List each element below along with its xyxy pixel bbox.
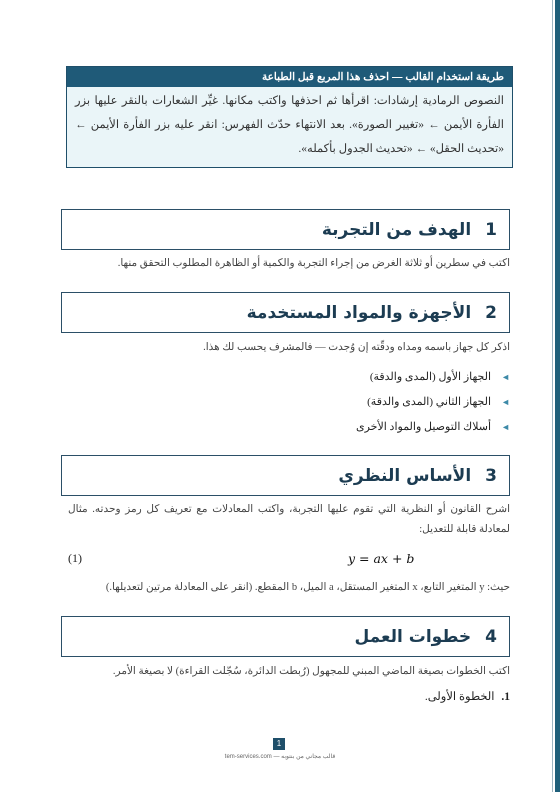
bullet-arrow-icon: ◄ [501,422,510,432]
bullet-arrow-icon: ◄ [501,397,510,407]
section-title: خطوات العمل [354,626,472,647]
equation-row [68,551,510,571]
list-item [68,368,510,393]
section-number: 1 [485,219,497,240]
section-title: الأجهزة والمواد المستخدمة [246,302,472,323]
apparatus-list [68,368,510,443]
equation-number: (1) [68,551,82,565]
list-item [68,393,510,418]
section-heading-objective [61,209,510,250]
list-item-text: الجهاز الأول (المدى والدقة) [369,371,492,383]
instruction-box-body: النصوص الرمادية إرشادات: اقرأها ثم احذفها واكتب مكانها. غيِّر الشعارات بالنقر عليها بزر الفأرة الأيمن ← «تغيير الصورة». بعد الانتهاء حدّث الفهرس: انقر عليه بزر الفأرة الأيمن ← «تحديث الحقل» ← «تحديث الجدول بأكمله». [75,95,504,155]
equation[interactable]: y = ax + b [348,551,415,566]
list-item-text: الجهاز الثاني (المدى والدقة) [367,396,492,408]
bullet-arrow-icon: ◄ [501,372,510,382]
section-title: الأساس النظري [338,465,472,486]
procedure-step [68,689,510,703]
step-text: الخطوة الأولى. [424,691,495,703]
section-heading-theory [61,455,510,496]
section-heading-apparatus [61,292,510,333]
section-guidance-text: اكتب في سطرين أو ثلاثة الغرض من إجراء التجربة والكمية أو الظاهرة المطلوب التحقق منها. [117,258,510,269]
section-number: 3 [485,465,497,486]
section-title: الهدف من التجربة [321,219,472,240]
section-guidance-text: اذكر كل جهاز باسمه ومداه ودقّته إن وُجدت — فالمشرف يحسب لك هذا. [203,342,510,353]
page-footer: قالب مجاني من بنتوبه — tem-services.com [224,754,336,760]
list-item [68,418,510,443]
section-guidance-text: اكتب الخطوات بصيغة الماضي المبني للمجهول (رُبطت الدائرة، سُجّلت القراءة) لا بصيغة الأمر. [112,666,510,677]
list-item-text: أسلاك التوصيل والمواد الأخرى [356,421,492,433]
step-number: 1. [501,691,510,703]
page-edge-bar [555,0,560,792]
section-guidance-text: اشرح القانون أو النظرية التي تقوم عليها التجربة، واكتب المعادلات مع تعريف كل رمز وحدته. مثال لمعادلة قابلة للتعديل: [68,504,510,535]
instruction-box [66,66,513,168]
page-edge-line [552,0,553,792]
section-number: 2 [485,302,497,323]
page-number-badge: 1 [273,738,285,750]
section-heading-procedure [61,616,510,657]
instruction-box-title: طريقة استخدام القالب — احذف هذا المربع قبل الطباعة [67,67,512,87]
equation-explanation: حيث: y المتغير التابع، x المتغير المستقل، a الميل، b المقطع. (انقر على المعادلة مرتين لتعديلها.) [105,582,510,593]
section-number: 4 [485,626,497,647]
